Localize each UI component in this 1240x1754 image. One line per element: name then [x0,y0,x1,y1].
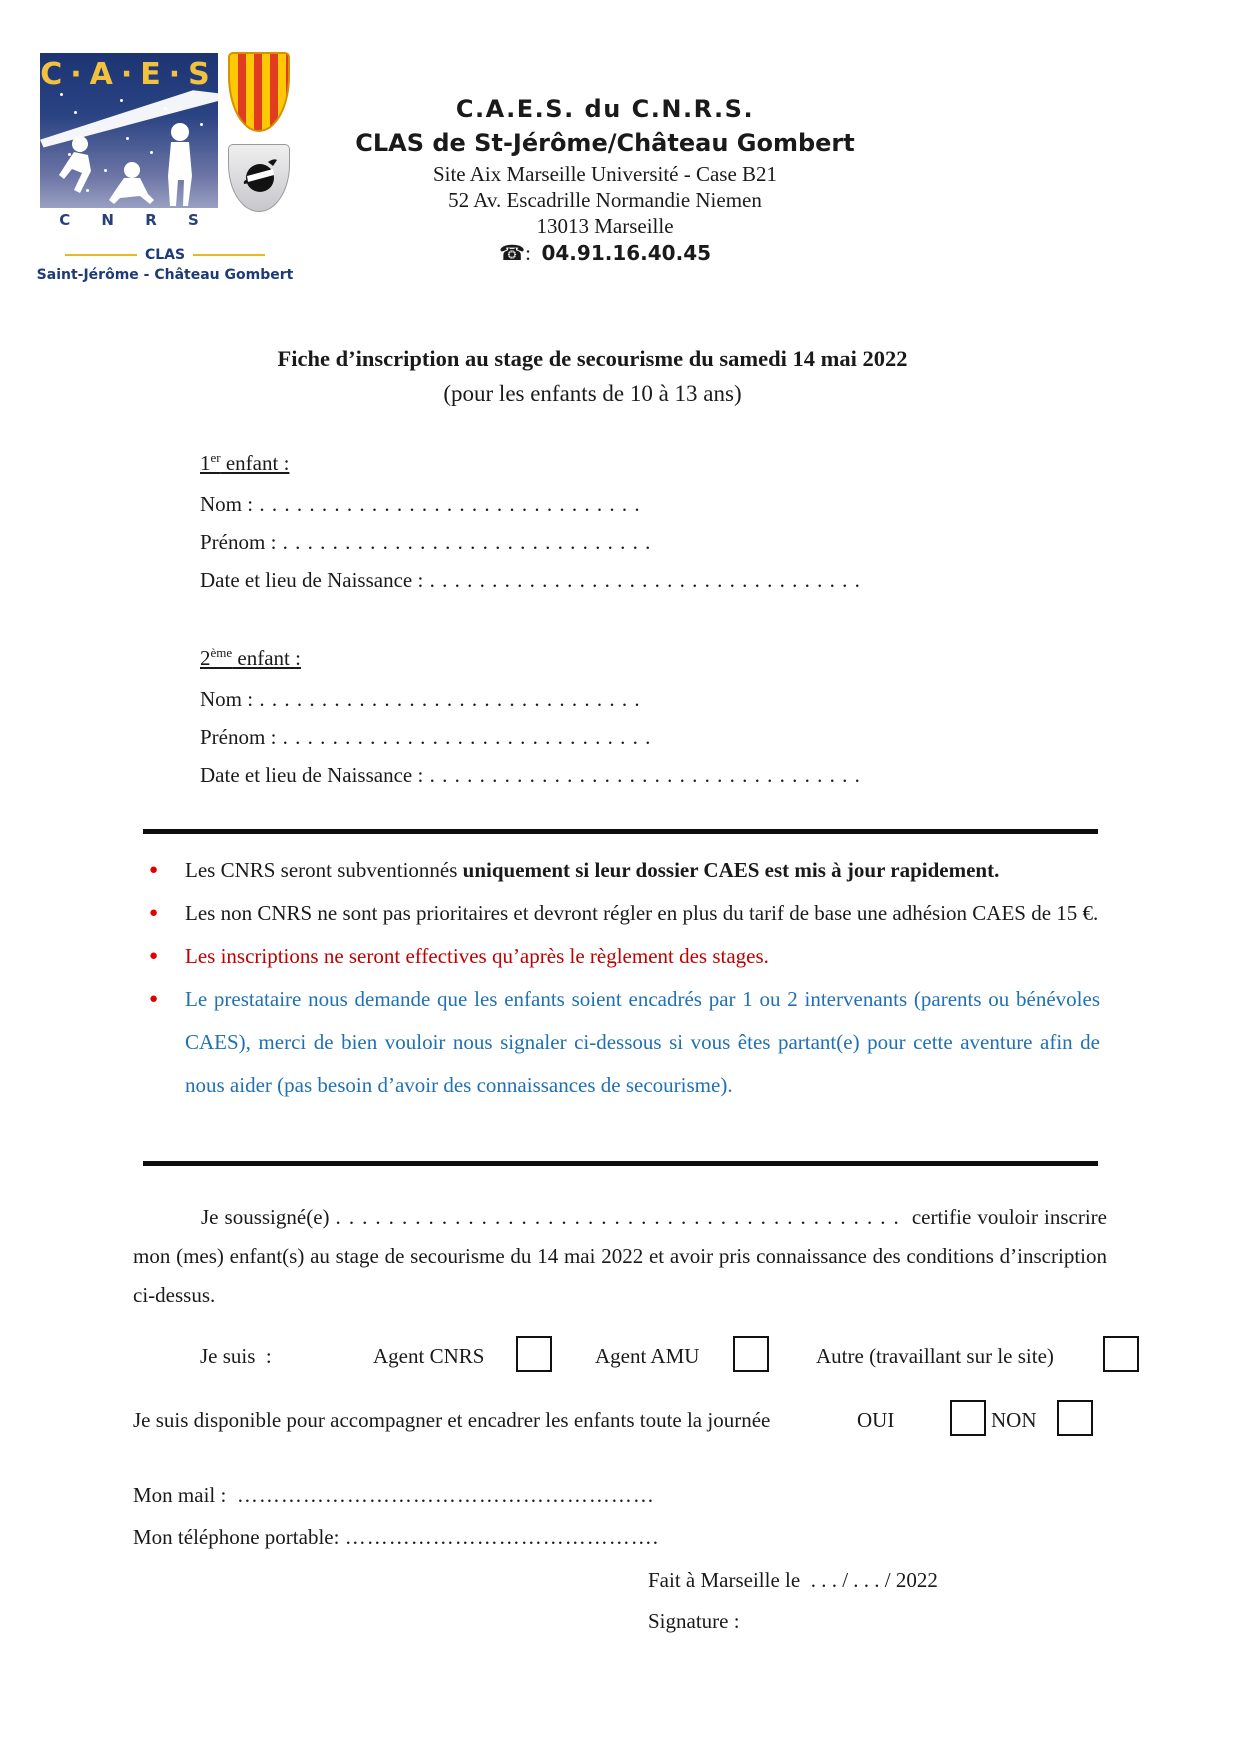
option-agent-amu-label: Agent AMU [595,1344,700,1368]
child1-number: 1 [200,451,211,475]
child1-firstname-field [200,530,651,555]
clas-name: CLAS de St-Jérôme/Château Gombert [355,129,855,157]
child2-heading [200,645,301,671]
child2-ordinal: ème [210,645,233,660]
declaration-prefix: Je soussigné(e) [201,1205,336,1229]
child1-name-field [200,492,641,517]
fill-in-dots: . . . . . . . . . . . . . . . . . . . . . . . . . . . . . . . [253,492,641,516]
phone-separator: : [525,241,542,265]
availability-row [133,1400,1143,1442]
phone-line [255,241,955,266]
field-label: Date et lieu de Naissance : [200,763,424,787]
letterhead [255,95,955,266]
child2-firstname-field [200,725,651,750]
child1-birth-field [200,568,861,593]
oui-label: OUI [857,1408,895,1432]
notice-subvention [143,849,1100,892]
address-line-1: Site Aix Marseille Université - Case B21 [432,162,778,186]
checkbox-non[interactable] [1057,1400,1093,1436]
mail-label: Mon mail : [133,1483,227,1507]
option-agent-cnrs-label: Agent CNRS [373,1344,485,1368]
child1-heading [200,450,289,476]
clas-divider [65,247,265,263]
field-label: Prénom : [200,530,277,554]
fill-in-dots: . . . . . . . . . . . . . . . . . . . . . . . . . . . . . . . . . . . [423,568,861,592]
fill-in-dots: ………………………………………………… [236,1483,655,1507]
clas-label: CLAS [144,247,186,263]
child1-ordinal: er [210,450,221,465]
status-row [133,1336,1143,1378]
child2-birth-field [200,763,861,788]
address-line-3: 13013 Marseille [536,214,674,238]
signature-block [648,1560,938,1642]
horizontal-rule-top [143,829,1098,834]
notice-encadrement [143,978,1100,1107]
org-name: C.A.E.S. du C.N.R.S. [455,95,755,123]
fill-in-dots: . . . . . . . . . . . . . . . . . . . . . . . . . . . . . . . [253,687,641,711]
caes-logo-text: C·A·E·S [40,57,218,92]
checkbox-oui[interactable] [950,1400,986,1436]
horizontal-rule-bottom [143,1161,1098,1166]
address-line-2: 52 Av. Escadrille Normandie Niemen [448,188,762,212]
checkbox-autre[interactable] [1103,1336,1139,1372]
fill-in-dots: . . . . . . . . . . . . . . . . . . . . . . . . . . . . . . [276,725,652,749]
bullet-icon: ● [149,905,159,921]
non-label: NON [991,1408,1037,1432]
status-label: Je suis : [200,1344,272,1368]
fill-in-dots: ……………………………………. [344,1525,659,1549]
child2-heading-text: enfant : [232,646,301,670]
declaration-paragraph [133,1198,1107,1315]
fill-in-dots: . . . . . . . . . . . . . . . . . . . . . . . . . . . . . . [276,530,652,554]
signature-label: Signature : [648,1609,740,1633]
cnrs-logo-text: C N R S [59,211,199,229]
field-label: Nom : [200,687,254,711]
clas-site-label: Saint-Jérôme - Château Gombert [36,267,294,283]
notice-non-cnrs [143,892,1100,935]
notice-text: Les CNRS seront subventionnés [185,858,463,882]
phone-number: 04.91.16.40.45 [541,241,712,265]
fill-in-dots: . . . . . . . . . . . . . . . . . . . . . . . . . . . . . . . . . . . [423,763,861,787]
notice-reglement [143,935,1100,978]
form-subtitle: (pour les enfants de 10 à 13 ans) [443,381,742,406]
notice-text: Les inscriptions ne seront effectives qu’après le règlement des stages. [185,944,769,968]
mobile-label: Mon téléphone portable: [133,1525,340,1549]
fill-in-dots: . . . . . . . . . . . . . . . . . . . . . . . . . . . . . . . . . . . . . . . . . . . [335,1205,900,1229]
telephone-icon: ☎ [498,241,526,265]
place-date-line: Fait à Marseille le . . . / . . . / 2022 [648,1568,938,1592]
conditions-list [143,849,1100,1107]
child2-name-field [200,687,641,712]
bullet-icon: ● [149,948,159,964]
people-silhouettes-icon [40,122,218,208]
divider-line [65,254,137,256]
bullet-icon: ● [149,862,159,878]
option-autre-label: Autre (travaillant sur le site) [816,1344,1054,1368]
stars-icon [60,93,63,96]
notice-text: Les non CNRS ne sont pas prioritaires et devront régler en plus du tarif de base une adhésion CAES de 15 €. [185,901,1099,925]
availability-question: Je suis disponible pour accompagner et encadrer les enfants toute la journée [133,1408,771,1432]
mobile-field [133,1525,659,1550]
caes-logo-square [40,53,218,208]
notice-text: Le prestataire nous demande que les enfants soient encadrés par 1 ou 2 intervenants (parents ou bénévoles CAES), merci de bien vouloir nous signaler ci-dessous si vous êtes partant(e) pour cette aventure afin de nous aider (pas besoin d’avoir des connaissances de secourisme). [185,987,1100,1097]
mail-field [133,1483,655,1508]
declaration-suffix: certifie vouloir inscrire mon (mes) enfant(s) au stage de secourisme du 14 mai 2022 et avoir pris connaissance des conditions d’inscription ci-dessus. [133,1205,1107,1307]
checkbox-agent-cnrs[interactable] [516,1336,552,1372]
field-label: Nom : [200,492,254,516]
field-label: Prénom : [200,725,277,749]
child1-heading-text: enfant : [220,451,290,475]
checkbox-agent-amu[interactable] [733,1336,769,1372]
form-title: Fiche d’inscription au stage de secourisme du samedi 14 mai 2022 [277,346,908,371]
notice-text-bold: uniquement si leur dossier CAES est mis à jour rapidement. [462,858,1000,882]
child2-number: 2 [200,646,211,670]
caes-cnrs-logo [35,45,294,290]
field-label: Date et lieu de Naissance : [200,568,424,592]
bullet-icon: ● [149,991,159,1007]
